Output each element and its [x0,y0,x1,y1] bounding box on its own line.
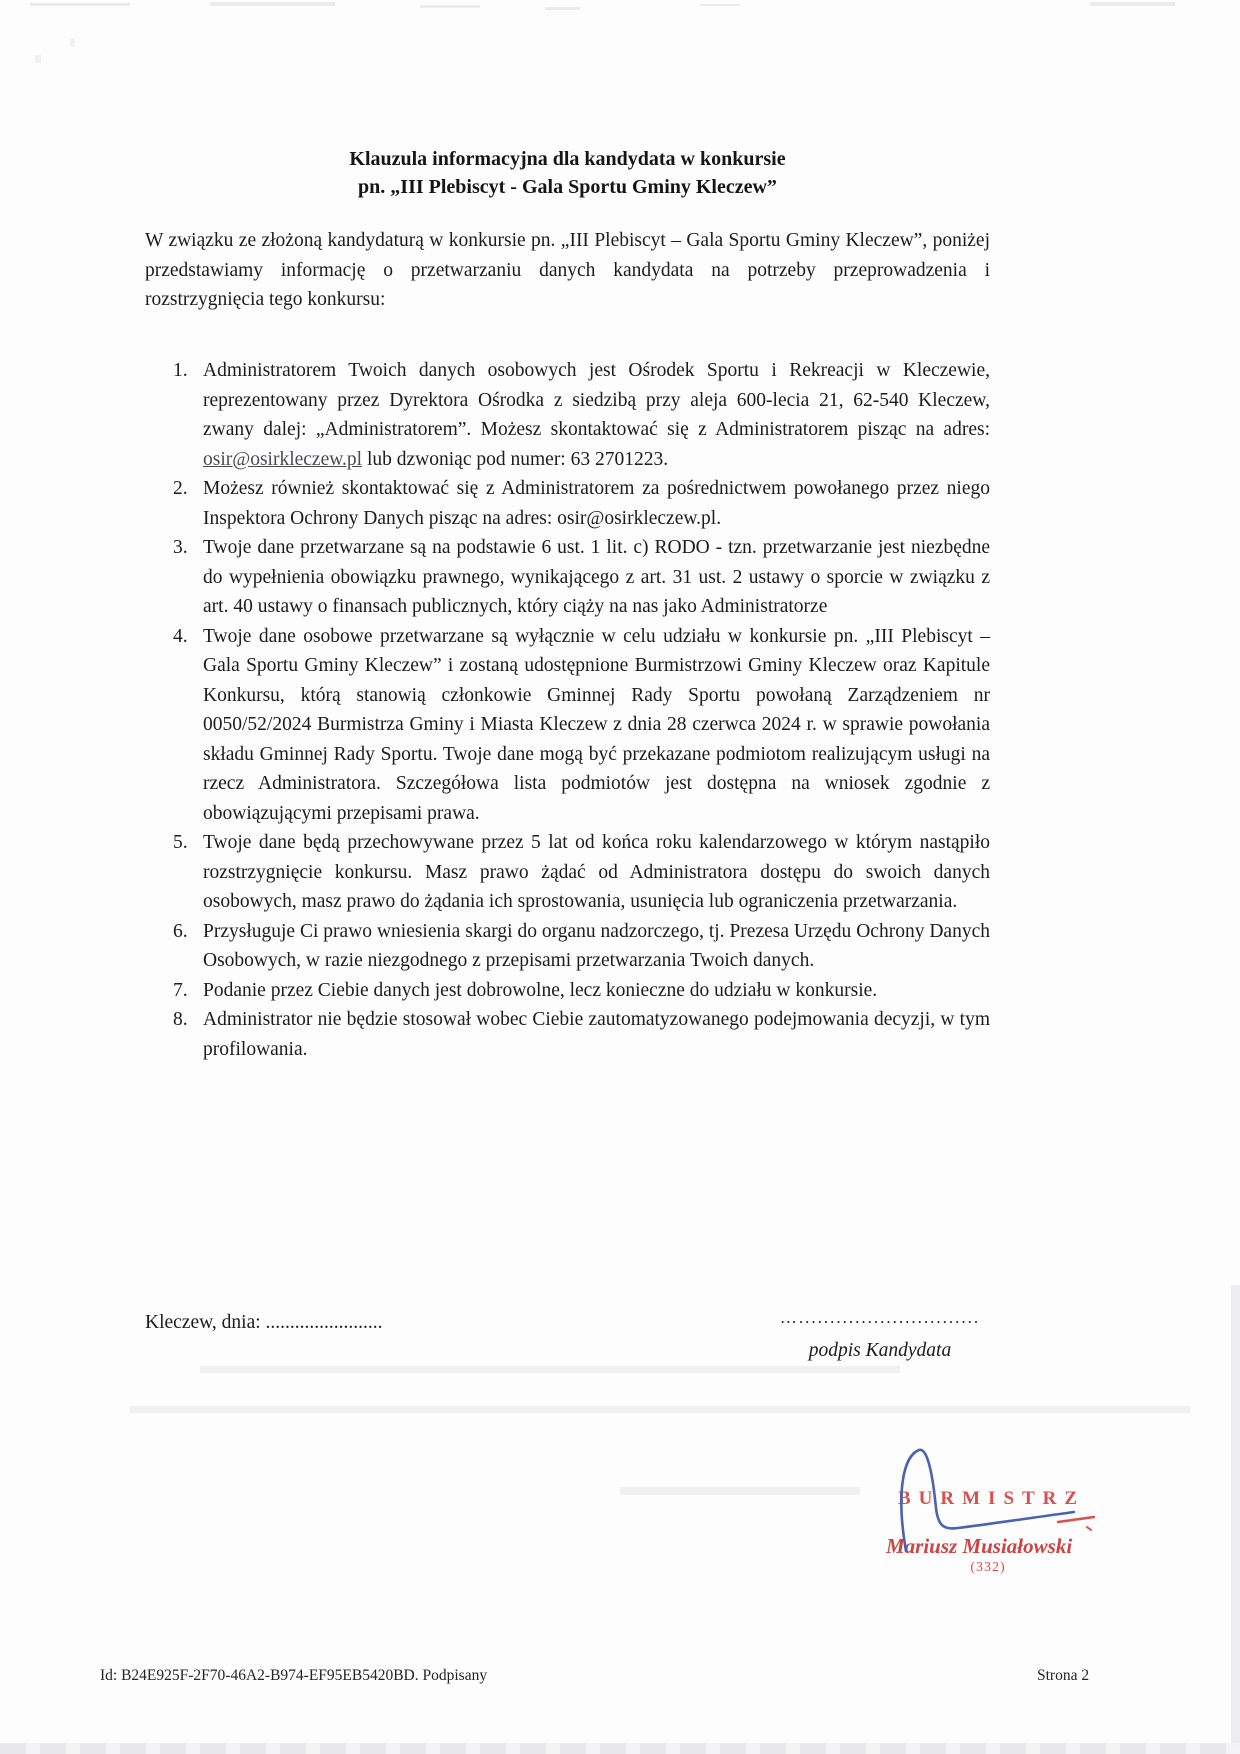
scan-artifact [545,7,580,10]
scan-artifact [1231,1285,1240,1745]
list-item [145,917,990,976]
document-title-line1: Klauzula informacyjna dla kandydata w konkursie [349,148,786,170]
document-title-line2: pn. „III Plebiscyt - Gala Sportu Gminy Kleczew” [358,176,777,198]
signature-stroke [901,1450,1074,1551]
stamp-name: Mariusz Musiałowski [886,1534,1073,1558]
list-number: 6. [173,920,188,942]
signature-caption: podpis Kandydata [808,1340,952,1361]
place-date-line: Kleczew, dnia: ........................ [145,1312,383,1333]
list-number: 5. [173,832,188,853]
list-item [145,976,990,1006]
scan-artifact [210,2,335,6]
list-text: Twoje dane przetwarzane są na podstawie 6 ust. 1 lit. c) RODO - tzn. przetwarzanie jest niezbędne do wypełnienia obowiązku prawnego, wynikającego z art. 31 ust. 2 ustawy o sporcie w związku z art. 40 ustawy o finansach publicznych, który ciąży na nas jako Administratorze [203,537,990,617]
list-number: 2. [173,478,188,499]
list-number: 8. [173,1009,188,1030]
scan-artifact [620,1487,860,1495]
list-item [145,622,990,829]
list-item [145,474,990,533]
scan-artifact [1090,2,1175,6]
list-item [145,533,990,622]
list-number: 7. [173,979,188,1001]
stamp-title: BURMISTRZ [898,1488,1086,1509]
scan-artifact [0,1743,1240,1754]
stamp-number: (332) [970,1560,1006,1575]
list-text: Możesz również skontaktować się z Administratorem za pośrednictwem powołanego przez niego Inspektora Ochrony Danych pisząc na adres: osir@osirkleczew.pl. [203,478,990,529]
list-text: lub dzwoniąc pod numer: 63 2701223. [362,448,669,470]
signature-dotted-line: …............................. [779,1308,981,1327]
list-item [145,356,990,474]
list-text: Podanie przez Ciebie danych jest dobrowolne, lecz konieczne do udziału w konkursie. [203,979,878,1001]
handwritten-signature [878,1438,1110,1568]
list-text: Twoje dane będą przechowywane przez 5 lat od końca roku kalendarzowego w którym nastąpiło rozstrzygnięcie konkursu. Masz prawo żądać od Administratora dostępu do swoich danych osobowych, masz prawo do żądania ich sprostowania, usunięcia lub ograniczenia przetwarzania. [203,832,990,912]
scan-artifact [30,3,130,6]
scan-artifact [70,38,75,47]
email-link[interactable]: osir@osirkleczew.pl [203,448,363,470]
list-text: Twoje dane osobowe przetwarzane są wyłącznie w celu udziału w konkursie pn. „III Plebiscyt –Gala Sportu Gminy Kleczew” i zostaną udostępnione Burmistrzowi Gminy Kleczew oraz Kapitule Konkursu, którą stanowią członkowie Gminnej Rady Sportu powołaną Zarządzeniem nr 0050/52/2024 Burmistrza Gminy i Miasta Kleczew z dnia 28 czerwca 2024 r. w sprawie powołania składu Gminnej Rady Sportu. Twoje dane mogą być przekazane podmiotom realizującym usługi na rzecz Administratora. Szczegółowa lista podmiotów jest dostępna na wniosek zgodnie z obowiązującymi przepisami prawa. [203,625,990,824]
list-number: 1. [173,360,188,381]
list-number: 4. [173,625,188,647]
scan-artifact [35,55,41,63]
document-title [145,145,990,201]
stamp-mark [1087,1527,1091,1530]
list-text: Przysługuje Ci prawo wniesienia skargi do organu nadzorczego, tj. Prezesa Urzędu Ochrony Danych Osobowych, w razie niezgodnego z przepisami przetwarzania Twoich danych. [203,920,990,971]
intro-paragraph: W związku ze złożoną kandydaturą w konkursie pn. „III Plebiscyt – Gala Sportu Gminy Kleczew”, poniżej przedstawiamy informację o przetwarzaniu danych kandydata na potrzeby przeprowadzenia i rozstrzygnięcia tego konkursu: [145,230,990,310]
list-text: Administrator nie będzie stosował wobec Ciebie zautomatyzowanego podejmowania decyzji, w tym profilowania. [203,1009,990,1060]
list-item [145,1005,990,1064]
list-number: 3. [173,537,188,558]
information-list [145,356,990,1064]
page-number: Strona 2 [1037,1667,1090,1684]
scan-artifact [700,4,740,6]
scan-artifact [200,1366,900,1373]
document-id: Id: B24E925F-2F70-46A2-B974-EF95EB5420BD. Podpisany [100,1667,488,1684]
scan-artifact [130,1406,1190,1413]
stamp-dash [1058,1517,1094,1522]
list-item [145,828,990,917]
scan-artifact [420,5,480,8]
list-text: Administratorem Twoich danych osobowych jest Ośrodek Sportu i Rekreacji w Kleczewie, reprezentowany przez Dyrektora Ośrodka z siedzibą przy aleja 600-lecia 21, 62-540 Kleczew, zwany dalej: „Administratorem”. Możesz skontaktować się z Administratorem pisząc na adres: [203,360,990,440]
